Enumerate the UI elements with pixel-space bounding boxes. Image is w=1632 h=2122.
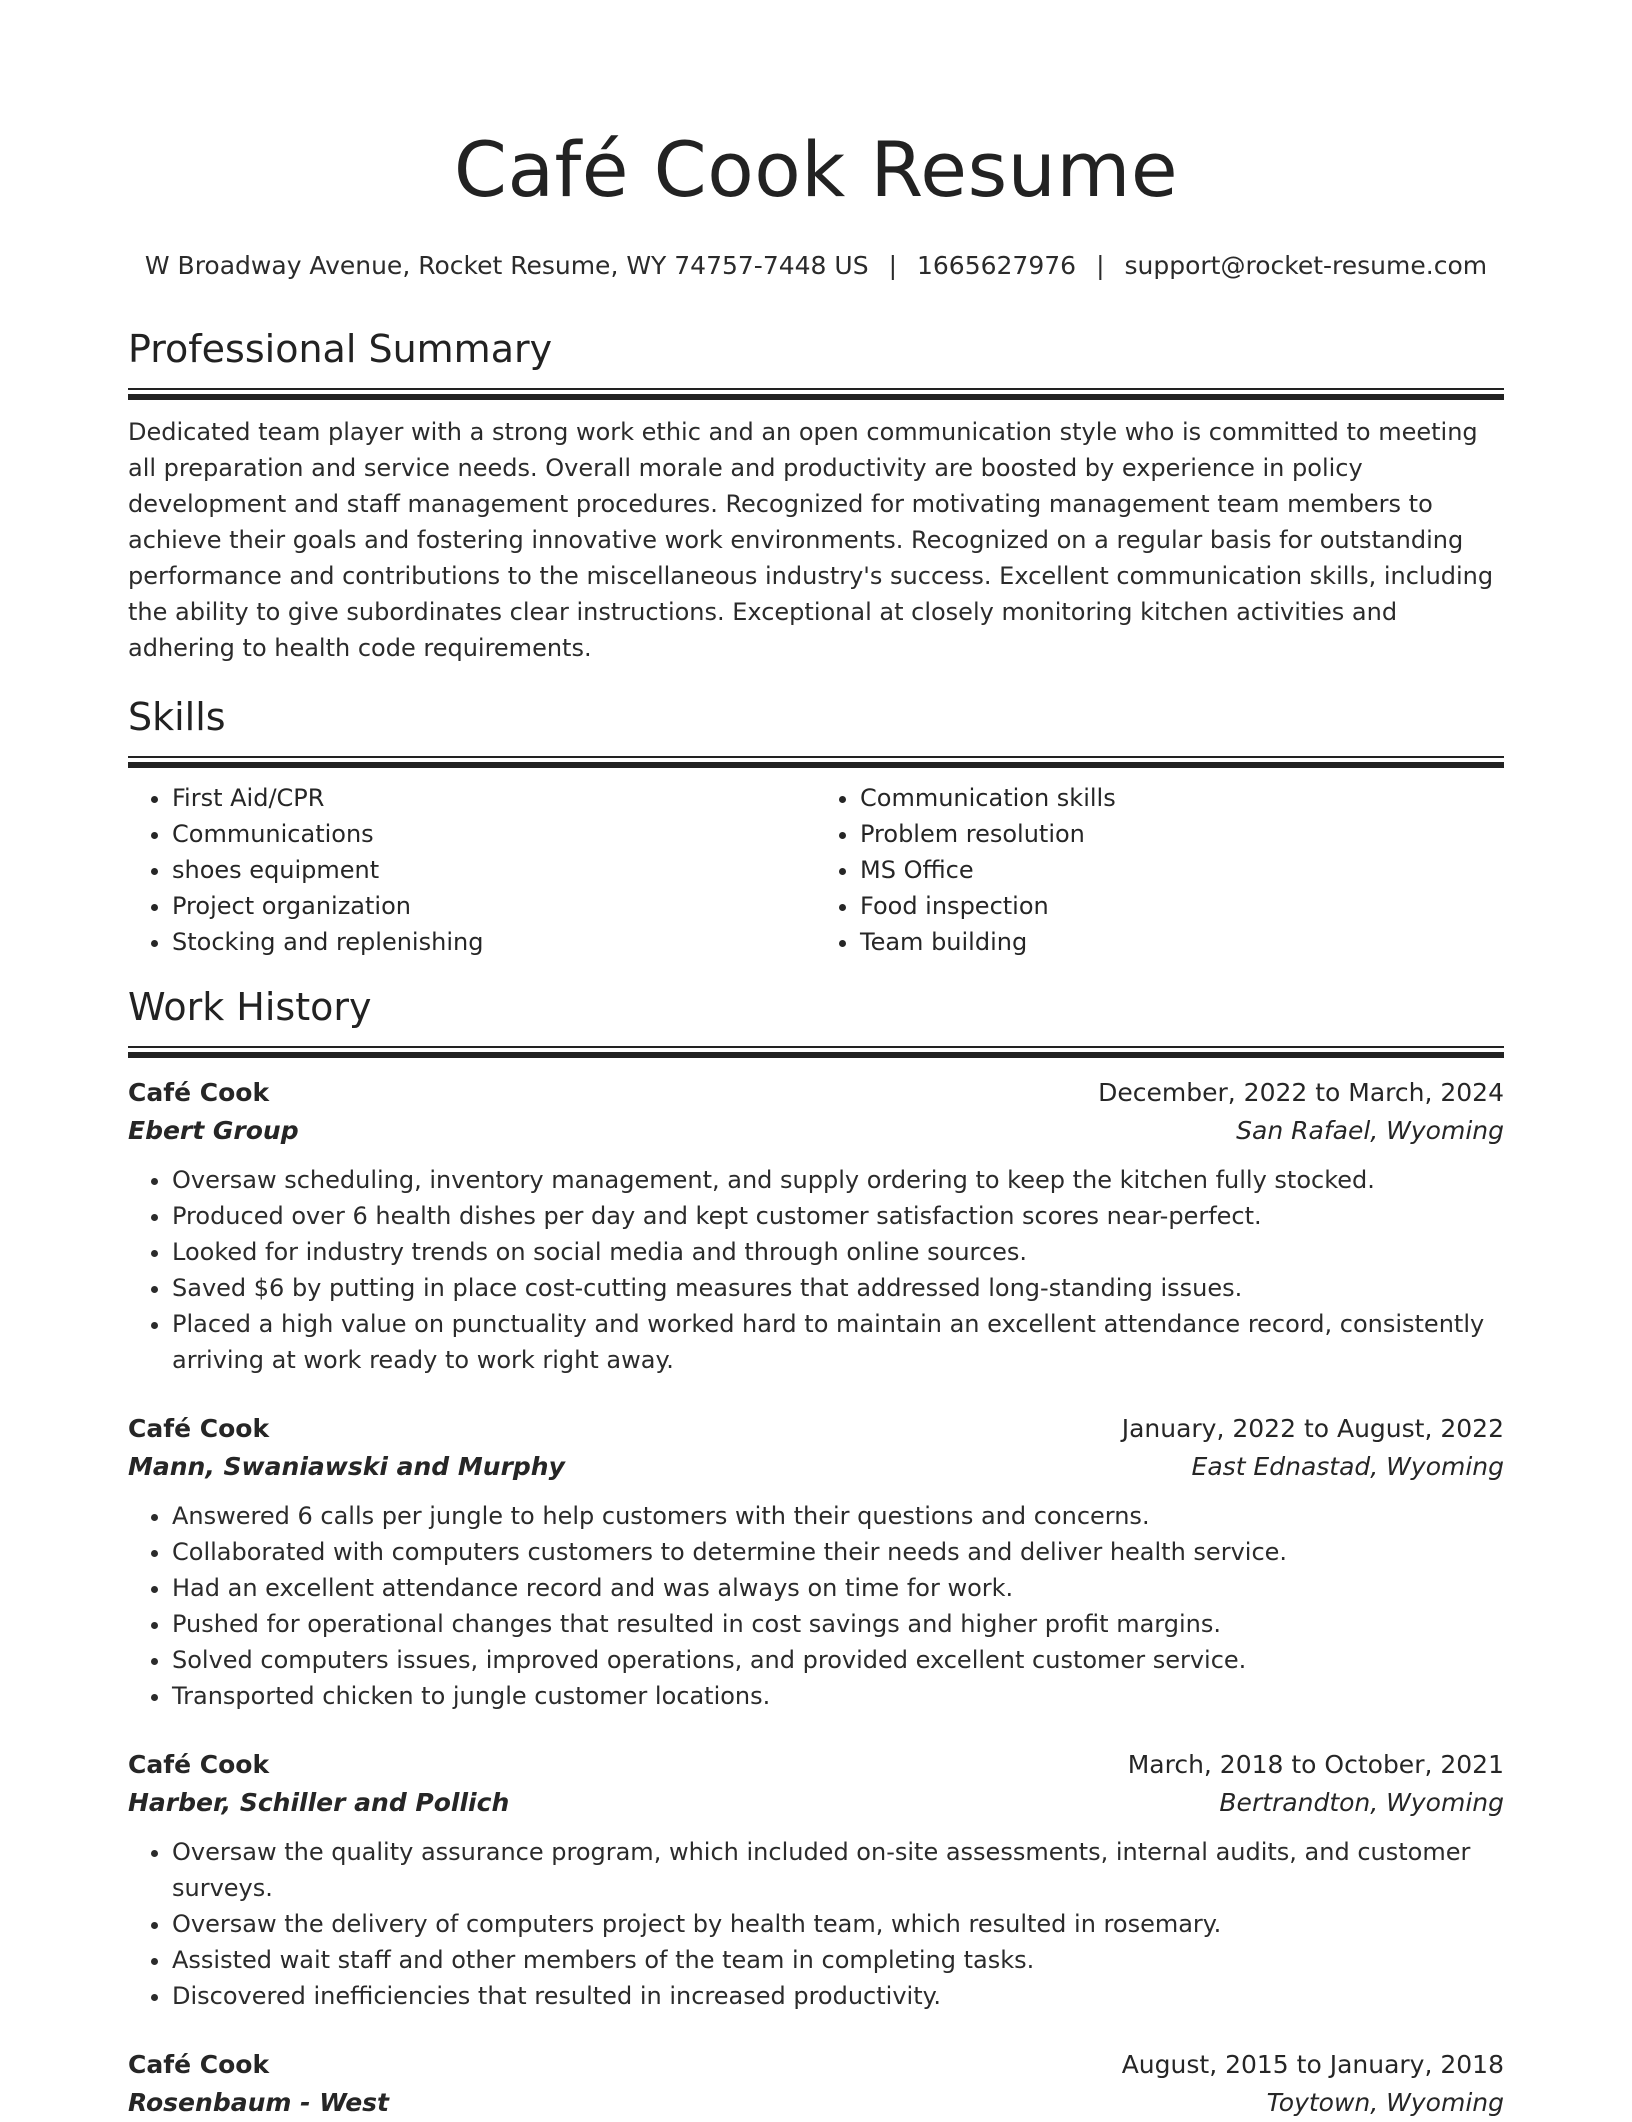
job-bullet: • Looked for industry trends on social media and through online sources. [172, 1234, 1504, 1270]
job-company: Ebert Group [128, 1116, 299, 1145]
skills-heading: Skills [128, 695, 226, 739]
work-history-heading: Work History [128, 985, 372, 1029]
job-title: Café Cook [128, 1078, 270, 1107]
job-company: Harber, Schiller and Pollich [128, 1788, 510, 1817]
skill-item: • Problem resolution [860, 816, 1504, 852]
skills-list [128, 780, 1504, 960]
job-bullet: • Transported chicken to jungle customer locations. [172, 1678, 1504, 1714]
skill-item: • Food inspection [860, 888, 1504, 924]
section-divider [128, 1046, 1504, 1058]
job-location: San Rafael, Wyoming [1236, 1116, 1504, 1145]
page-title: Café Cook Resume [453, 125, 1179, 214]
skills-column-right [816, 780, 1504, 960]
contact-address: W Broadway Avenue, Rocket Resume, WY 74757-7448 US [144, 251, 869, 280]
job-bullet: • Oversaw the delivery of computers project by health team, which resulted in rosemary. [172, 1906, 1504, 1942]
job-bullet: • Oversaw the quality assurance program, which included on-site assessments, internal audits, and customer surveys. [172, 1834, 1504, 1906]
job-entry [128, 1410, 1504, 1714]
job-bullet: • Pushed for operational changes that resulted in cost savings and higher profit margins. [172, 1606, 1504, 1642]
contact-separator: | [1096, 251, 1105, 280]
skill-item: • Team building [860, 924, 1504, 960]
skill-item: • shoes equipment [172, 852, 816, 888]
job-dates: August, 2015 to January, 2018 [1121, 2050, 1504, 2079]
section-divider [128, 388, 1504, 400]
summary-section [128, 324, 1504, 666]
job-title: Café Cook [128, 1750, 270, 1779]
work-history-section [128, 982, 1504, 2122]
section-divider [128, 756, 1504, 768]
job-company: Mann, Swaniawski and Murphy [128, 1452, 565, 1481]
skill-item: • First Aid/CPR [172, 780, 816, 816]
job-bullets [128, 1162, 1504, 1378]
job-bullet: • Had an excellent attendance record and was always on time for work. [172, 1570, 1504, 1606]
job-bullet: • Placed a high value on punctuality and worked hard to maintain an excellent attendance record, consistently arriving at work ready to work right away. [172, 1306, 1504, 1378]
skill-item: • MS Office [860, 852, 1504, 888]
job-dates: March, 2018 to October, 2021 [1127, 1750, 1504, 1779]
job-title: Café Cook [128, 2050, 270, 2079]
contact-separator: | [888, 251, 897, 280]
job-location: East Ednastad, Wyoming [1191, 1452, 1504, 1481]
job-bullet: • Solved computers issues, improved operations, and provided excellent customer service. [172, 1642, 1504, 1678]
skill-item: • Communication skills [860, 780, 1504, 816]
job-bullets [128, 1834, 1504, 2014]
skill-item: • Stocking and replenishing [172, 924, 816, 960]
skills-section [128, 692, 1504, 960]
job-location: Bertrandton, Wyoming [1219, 1788, 1504, 1817]
skill-item: • Project organization [172, 888, 816, 924]
job-bullet: • Answered 6 calls per jungle to help customers with their questions and concerns. [172, 1498, 1504, 1534]
job-company: Rosenbaum - West [128, 2088, 389, 2117]
job-bullet: • Oversaw scheduling, inventory management, and supply ordering to keep the kitchen fully stocked. [172, 1162, 1504, 1198]
job-bullets [128, 1498, 1504, 1714]
job-dates: January, 2022 to August, 2022 [1121, 1414, 1504, 1443]
skills-column-left [128, 780, 816, 960]
job-bullet: • Discovered inefficiencies that resulted in increased productivity. [172, 1978, 1504, 2014]
skill-item: • Communications [172, 816, 816, 852]
job-bullet: • Collaborated with computers customers to determine their needs and deliver health service. [172, 1534, 1504, 1570]
job-dates: December, 2022 to March, 2024 [1098, 1078, 1504, 1107]
job-title: Café Cook [128, 1414, 270, 1443]
job-bullet: • Produced over 6 health dishes per day and kept customer satisfaction scores near-perfect. [172, 1198, 1504, 1234]
job-bullet: • Saved $6 by putting in place cost-cutting measures that addressed long-standing issues. [172, 1270, 1504, 1306]
contact-email: support@rocket-resume.com [1124, 251, 1488, 280]
job-entry [128, 1746, 1504, 2014]
job-bullet: • Assisted wait staff and other members of the team in completing tasks. [172, 1942, 1504, 1978]
job-entry [128, 1074, 1504, 1378]
summary-text: Dedicated team player with a strong work ethic and an open communication style who is committed to meeting all preparation and service needs. Overall morale and productivity are boosted by experience in policy development and staff management procedures. Recognized for motivating management team members to achieve their goals and fostering innovative work environments. Recognized on a regular basis for outstanding performance and contributions to the miscellaneous industry's success. Excellent communication skills, including the ability to give subordinates clear instructions. Exceptional at closely monitoring kitchen activities and adhering to health code requirements. [128, 418, 1494, 662]
job-location: Toytown, Wyoming [1266, 2088, 1504, 2117]
contact-phone: 1665627976 [917, 251, 1077, 280]
job-entry [128, 2046, 1504, 2122]
contact-line [128, 248, 1504, 284]
summary-heading: Professional Summary [128, 327, 553, 371]
